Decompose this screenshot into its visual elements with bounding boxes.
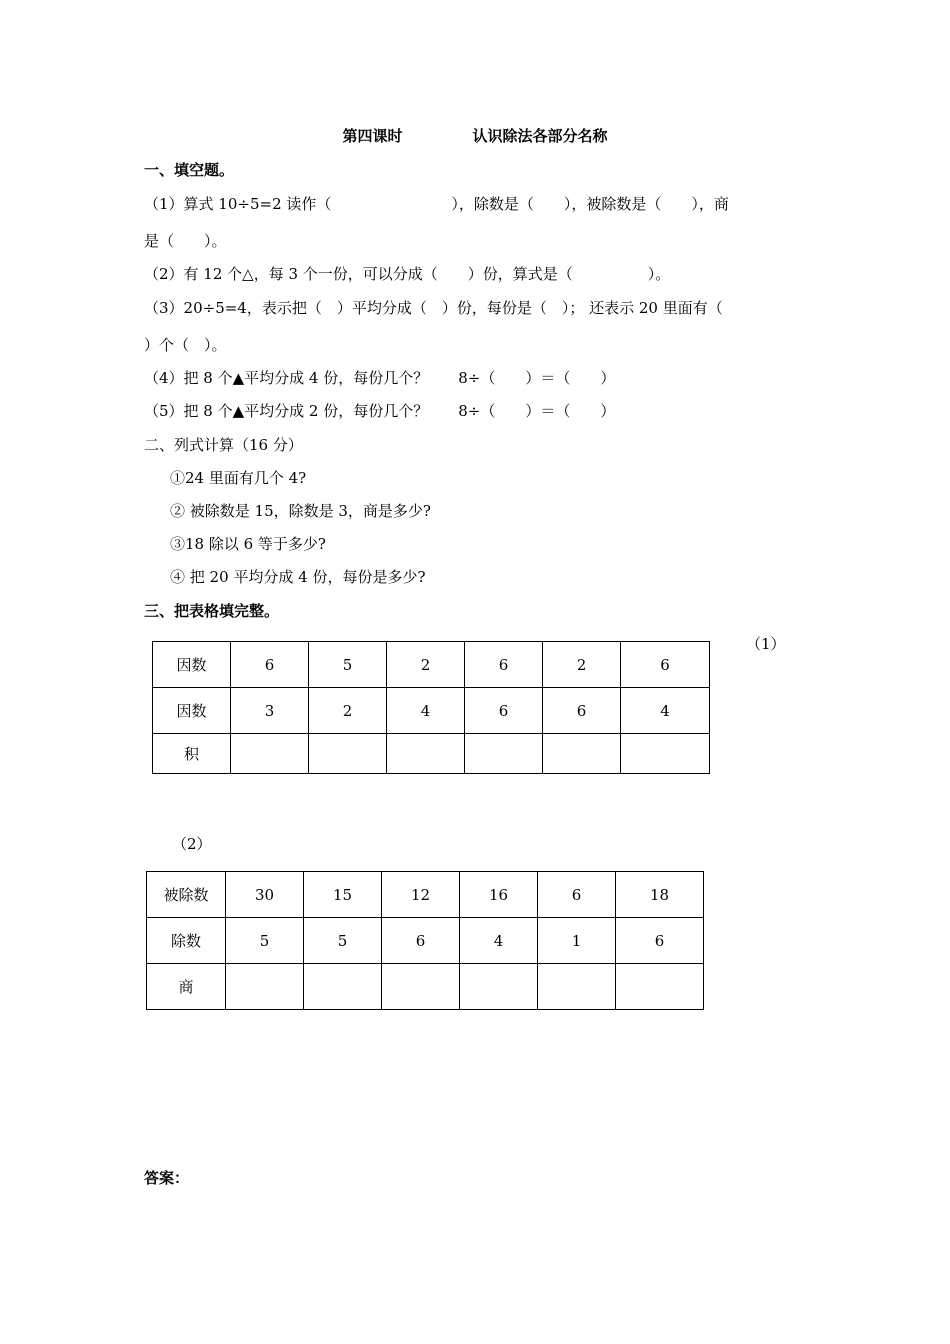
table-cell: 4: [387, 688, 465, 734]
table-cell: 6: [616, 918, 704, 964]
answer-cell[interactable]: [543, 734, 621, 774]
answer-cell[interactable]: [309, 734, 387, 774]
calc-item-1: ①24 里面有几个 4?: [170, 469, 307, 487]
calc-item-2: ② 被除数是 15，除数是 3，商是多少?: [170, 502, 431, 520]
table-cell: 12: [382, 872, 460, 918]
section1-heading: 一、填空题。: [144, 161, 235, 179]
table-row-header: 积: [153, 734, 231, 774]
table-cell: 1: [538, 918, 616, 964]
table-row: [153, 688, 710, 734]
answer-cell[interactable]: [460, 964, 538, 1010]
answer-label: 答案：: [144, 1169, 190, 1187]
table-cell: 30: [226, 872, 304, 918]
title-topic: 认识除法各部分名称: [472, 127, 608, 145]
answer-cell[interactable]: [304, 964, 382, 1010]
question-1-line2: 是（ ）。: [144, 232, 227, 250]
table-cell: 2: [309, 688, 387, 734]
table-row-header: 因数: [153, 688, 231, 734]
table-cell: 6: [465, 642, 543, 688]
table-cell: 15: [304, 872, 382, 918]
page-title: [0, 126, 950, 146]
division-table: [146, 871, 704, 1010]
table-cell: 2: [543, 642, 621, 688]
table-cell: 5: [309, 642, 387, 688]
factor-table: [152, 641, 710, 774]
question-3-line2: ）个（ ）。: [144, 336, 227, 354]
table-row-header: 被除数: [147, 872, 226, 918]
table-cell: 16: [460, 872, 538, 918]
question-2: （2）有 12 个△，每 3 个一份，可以分成（ ）份，算式是（ ）。: [144, 265, 671, 283]
table-cell: 4: [460, 918, 538, 964]
question-1-line1: （1）算式 10÷5=2 读作（ ），除数是（ ），被除数是（ ），商: [144, 195, 729, 213]
answer-cell[interactable]: [231, 734, 309, 774]
table-row: [147, 964, 704, 1010]
table-cell: 3: [231, 688, 309, 734]
table-cell: 2: [387, 642, 465, 688]
title-lesson: 第四课时: [342, 127, 403, 145]
table1-label: （1）: [746, 635, 786, 653]
table-cell: 6: [382, 918, 460, 964]
answer-cell[interactable]: [621, 734, 710, 774]
answer-cell[interactable]: [616, 964, 704, 1010]
table-cell: 5: [304, 918, 382, 964]
calc-item-3: ③18 除以 6 等于多少?: [170, 535, 326, 553]
table-row: [153, 642, 710, 688]
table-cell: 6: [621, 642, 710, 688]
question-4: （4）把 8 个▲平均分成 4 份，每份几个？ 8÷（ ）＝（ ）: [144, 369, 616, 387]
table-row-header: 因数: [153, 642, 231, 688]
calc-item-4: ④ 把 20 平均分成 4 份，每份是多少?: [170, 568, 426, 586]
table-cell: 4: [621, 688, 710, 734]
table-row: [147, 918, 704, 964]
question-5: （5）把 8 个▲平均分成 2 份，每份几个？ 8÷（ ）＝（ ）: [144, 402, 616, 420]
answer-cell[interactable]: [382, 964, 460, 1010]
table-cell: 6: [231, 642, 309, 688]
table-row: [147, 872, 704, 918]
table-row: [153, 734, 710, 774]
table-row-header: 除数: [147, 918, 226, 964]
question-3-line1: （3）20÷5=4，表示把（ ）平均分成（ ）份，每份是（ ）； 还表示 20 里面有（: [144, 299, 723, 317]
table-cell: 18: [616, 872, 704, 918]
answer-cell[interactable]: [538, 964, 616, 1010]
answer-cell[interactable]: [387, 734, 465, 774]
answer-cell[interactable]: [226, 964, 304, 1010]
table-cell: 6: [465, 688, 543, 734]
table-cell: 6: [543, 688, 621, 734]
section2-heading: 二、列式计算（16 分）: [144, 436, 303, 454]
table2-label: （2）: [172, 835, 212, 853]
table-cell: 5: [226, 918, 304, 964]
table-row-header: 商: [147, 964, 226, 1010]
table-cell: 6: [538, 872, 616, 918]
answer-cell[interactable]: [465, 734, 543, 774]
section3-heading: 三、把表格填完整。: [144, 602, 280, 620]
